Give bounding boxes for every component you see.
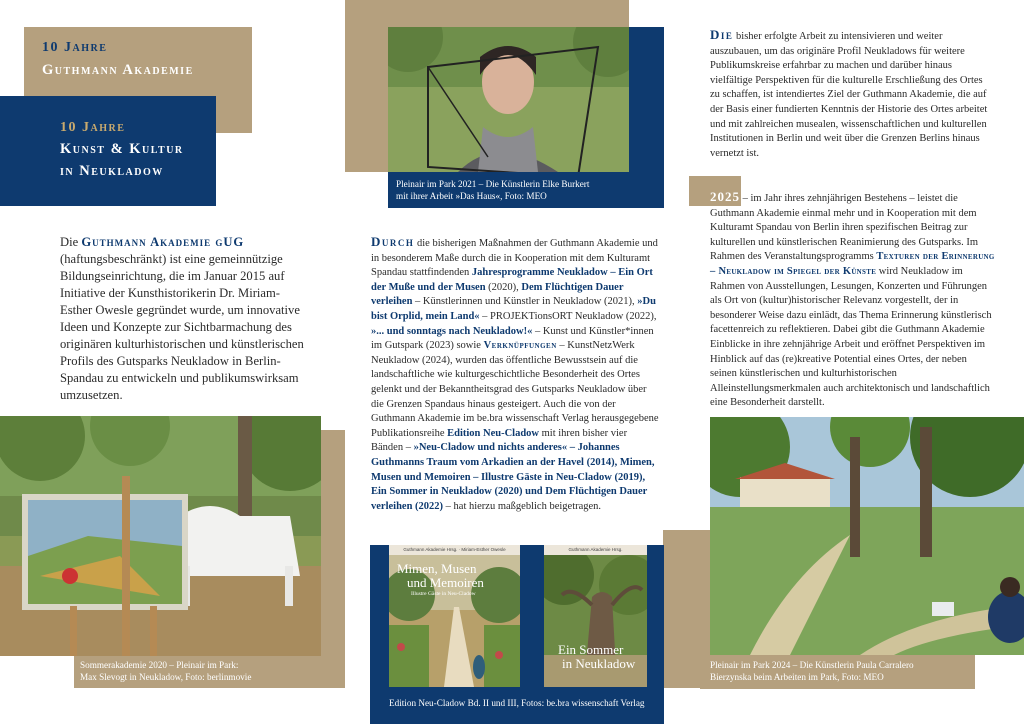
title-years: 10 Jahre <box>60 120 126 135</box>
middle-lead-word: Durch <box>371 234 415 249</box>
title-line-2: in Neukladow <box>60 163 164 179</box>
right-photo-park-path <box>710 417 1024 655</box>
header-title: Guthmann Akademie <box>42 62 194 78</box>
intro-paragraph: Die Guthmann Akademie gUG (haftungsbeschränkt) ist eine gemeinnützige Bildungseinrichtung, die im Januar 2015 auf Initiative der Kunsthistorikerin Dr. Miriam-Esther Owesle gegründet wurde, um innovative Ideen und Konzepte zur Sichtbarmachung des originären kulturhistorischen und künstlerischen Profils des Gutsparks Neukladow in Berlin-Spandau zu entwickeln und publikumswirksam umzusetzen. <box>60 235 304 402</box>
right-caption-box <box>700 655 975 689</box>
right-mid-paragraph: 2025 – im Jahr ihres zehnjährigen Bestehens – leistet die Guthmann Akademie einmal mehr und in Kooperation mit dem Kulturamt Spandau von Berlin ihren spezifischen Beitrag zur kulturellen und künstlerischen Reanimierung des Gutsparks. Im Rahmen des Veranstaltungsprogramms Texturen der Erinnerung – Neukladow im Spiegel der Künste wird Neukladow im Rahmen von Ausstellungen, Lesungen, Konzerten und Führungen als Ort von (kultur)historischer Relevanz vorgestellt, der in besonderer Weise dazu einlädt, das Thema Erinnerung künstlerisch facettenreich zu reflektieren. Dabei gibt die Guthmann Akademie Einblicke in ihre zehnjährige Arbeit und eröffnet Perspektiven im Hinblick auf das (re)kreative Potential eines Ortes, der neben seinen künstlerischen und kulturhistorischen Alleinstellungsmerkmalen auch architektonisch und landschaftlich eine Besonderheit darstellt. <box>710 189 995 409</box>
right-caption-line-2: Bierzynska beim Arbeiten im Park, Foto: MEO <box>710 672 884 682</box>
book1-title-1: Mimen, Musen <box>397 561 477 576</box>
book2-publisher: Guthmann Akademie Hrsg. <box>544 545 647 555</box>
header-years: 10 Jahre <box>42 40 108 55</box>
top-caption-box <box>388 172 664 208</box>
right-lead-word: Die <box>710 27 734 42</box>
book2-title-1: Ein Sommer <box>558 642 624 657</box>
right-caption-line-1: Pleinair im Park 2024 – Die Künstlerin Paula Carralero <box>710 660 914 670</box>
book2-title-2: in Neukladow <box>562 656 636 671</box>
left-photo-painting-bench <box>0 416 321 656</box>
book1-subtitle: Illustre Gäste in Neu-Cladow <box>411 591 476 597</box>
book1-publisher: Guthmann Akademie Hrsg. · Miriam-Esther Owesle <box>389 545 520 555</box>
book1-title-2: und Memoiren <box>407 575 484 590</box>
left-caption-line-2: Max Slevogt in Neukladow, Foto: berlinmovie <box>80 672 252 682</box>
middle-paragraph: Durch die bisherigen Maßnahmen der Guthmann Akademie und in besonderem Maße durch die in Kooperation mit dem Kulturamt Spandau stattfindenden Jahresprogramme Neukladow – Ein Ort der Muße und der Musen (2020), Dem Flüchtigen Dauer verleihen – Künstlerinnen und Künstler in Neukladow (2021), »Du bist Orplid, mein Land« – PROJEKTionsORT Neukladow (2022), »... und sonntags nach Neukladow!« – Kunst und Künstler*innen im Gutspark (2023) sowie Verknüpfungen – KunstNetzWerk Neukladow (2024), wurden das öffentliche Bewusstsein auf die landschaftliche wie kulturgeschichtliche Besonderheit des Ortes gelenkt und der Bekanntheitsgrad des Gutsparks Neukladow über die Grenzen Spandaus hinaus gesteigert. Auch die von der Guthmann Akademie im be.bra wissenschaft Verlag herausgegebene Publikationsreihe Edition Neu-Cladow mit ihren bisher vier Bänden – »Neu-Cladow und nichts anderes« – Johannes Guthmanns Traum vom Arkadien an der Havel (2014), Mimen, Musen und Memoiren – Illustre Gäste in Neu-Cladow (2019), Ein Sommer in Neukladow (2020) und Dem Flüchtigen Dauer verleihen (2022) – hat hierzu maßgeblich beigetragen. <box>371 234 659 512</box>
book-cover-mimen <box>389 545 520 687</box>
top-caption-line-1: Pleinair im Park 2021 – Die Künstlerin Elke Burkert <box>396 179 590 189</box>
left-caption-box <box>74 656 345 688</box>
top-photo-navy-edge <box>629 27 664 172</box>
year-label: 2025 <box>710 189 740 204</box>
academy-name: Guthmann Akademie gUG <box>81 235 245 249</box>
top-photo-artist-frame <box>388 27 629 172</box>
left-photo-tan-frame <box>321 430 345 688</box>
books-caption: Edition Neu-Cladow Bd. II und III, Fotos: be.bra wissenschaft Verlag <box>389 698 645 708</box>
left-caption-line-1: Sommerakademie 2020 – Pleinair im Park: <box>80 660 239 670</box>
top-caption-line-2: mit ihrer Arbeit »Das Haus«, Foto: MEO <box>396 191 547 201</box>
title-line-1: Kunst & Kultur <box>60 141 184 157</box>
book-cover-sommer <box>544 545 647 687</box>
right-top-paragraph: Die bisher erfolgte Arbeit zu intensivieren und weiter auszubauen, um das originäre Profil Neukladows für weitere Publikumskreise erfahrbar zu machen und darüber hinaus vielfältige Perspektiven für die kulturelle Erschließung des Ortes zu schaffen, ist intendiertes Ziel der Guthmann Akademie, die auf der Basis einer fundierten Kenntnis der Historie des Ortes arbeitet und mit zahlreichen musealen, wissenschaftlichen und kulturellen Institutionen in Berlin und weit über die Grenzen Berlins hinaus vernetzt ist. <box>710 27 988 159</box>
